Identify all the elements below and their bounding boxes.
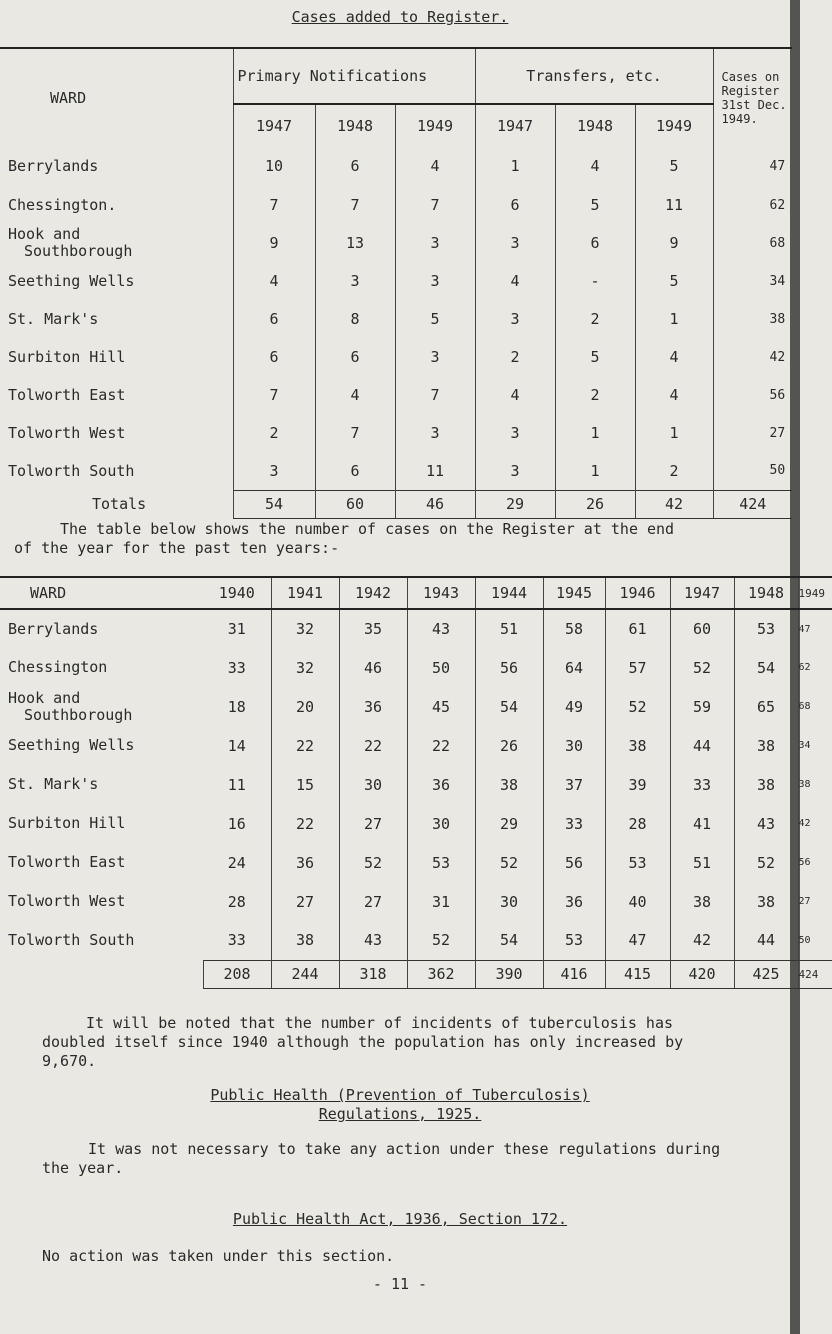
table-cell: 53 bbox=[407, 843, 475, 882]
ward-name: Chessington bbox=[8, 658, 108, 676]
table-cell: 64 bbox=[543, 648, 605, 687]
table-cell: 51 bbox=[670, 843, 734, 882]
table-cell: 27 bbox=[713, 414, 792, 452]
table-cell: 27 bbox=[339, 882, 407, 921]
year-header: 1943 bbox=[407, 577, 475, 609]
total-cell: 425 bbox=[734, 960, 798, 988]
table-cell: 7 bbox=[233, 186, 315, 224]
table-row bbox=[0, 882, 832, 921]
table-cell: 43 bbox=[407, 609, 475, 648]
total-cell: 424 bbox=[713, 490, 792, 518]
totals-row bbox=[0, 960, 832, 988]
table-cell: 68 bbox=[798, 687, 832, 726]
table-cell: 1 bbox=[635, 414, 713, 452]
table-cell: 52 bbox=[475, 843, 543, 882]
table-cell: 4 bbox=[475, 262, 555, 300]
table-cell: 30 bbox=[543, 726, 605, 765]
table-cell: 8 bbox=[315, 300, 395, 338]
table-cell: 4 bbox=[555, 146, 635, 186]
ward-name: Tolworth West bbox=[8, 423, 126, 442]
year-header: 1944 bbox=[475, 577, 543, 609]
ward-name: Hook and Southborough bbox=[8, 225, 133, 260]
table-cell: 11 bbox=[635, 186, 713, 224]
table-cell: 2 bbox=[555, 376, 635, 414]
table-row bbox=[0, 300, 792, 338]
table-cell: 20 bbox=[271, 687, 339, 726]
table-cell: 37 bbox=[543, 765, 605, 804]
table-cell: 28 bbox=[605, 804, 670, 843]
table-cell: 3 bbox=[315, 262, 395, 300]
table-cell: 16 bbox=[227, 814, 246, 833]
table-row bbox=[0, 376, 792, 414]
table-cell: 52 bbox=[339, 843, 407, 882]
table-cell: 32 bbox=[271, 609, 339, 648]
table-cell: 7 bbox=[395, 186, 475, 224]
table-cell: 10 bbox=[233, 146, 315, 186]
table-row bbox=[0, 452, 792, 490]
ward-name: Berrylands bbox=[8, 156, 99, 175]
table-cell: 51 bbox=[475, 609, 543, 648]
table-cell: 22 bbox=[407, 726, 475, 765]
table-cell: 42 bbox=[798, 804, 832, 843]
table-cell: 6 bbox=[233, 338, 315, 376]
table-cell: 36 bbox=[543, 882, 605, 921]
table-row bbox=[0, 726, 832, 765]
ward-header: WARD bbox=[0, 48, 233, 146]
year-header: 1947 bbox=[475, 104, 555, 146]
total-cell: 26 bbox=[555, 490, 635, 518]
table-row bbox=[0, 804, 832, 843]
table-cell: 36 bbox=[407, 765, 475, 804]
total-cell: 424 bbox=[798, 960, 832, 988]
table-cell: 6 bbox=[555, 224, 635, 262]
table-cell: 4 bbox=[475, 376, 555, 414]
year-header: 1941 bbox=[271, 577, 339, 609]
table-cell: 50 bbox=[713, 452, 792, 490]
table-cell: 47 bbox=[713, 146, 792, 186]
table-cell: 31 bbox=[227, 620, 246, 638]
table-cell: 30 bbox=[407, 804, 475, 843]
total-cell: 244 bbox=[271, 960, 339, 988]
table-cell: 50 bbox=[407, 648, 475, 687]
table-cell: 61 bbox=[605, 609, 670, 648]
table-cell: 54 bbox=[734, 648, 798, 687]
ward-name: Seething Wells bbox=[8, 736, 135, 754]
table-cell: 42 bbox=[670, 921, 734, 960]
table-cell: 32 bbox=[271, 648, 339, 687]
table-cell: 4 bbox=[635, 338, 713, 376]
table-cell: 24 bbox=[227, 853, 246, 872]
table-cell: 57 bbox=[605, 648, 670, 687]
table-cell: 29 bbox=[475, 804, 543, 843]
table-cell: 4 bbox=[395, 146, 475, 186]
transfers-header: Transfers, etc. bbox=[475, 48, 713, 104]
table-cell: 4 bbox=[315, 376, 395, 414]
total-cell: 416 bbox=[543, 960, 605, 988]
table-cell: 5 bbox=[555, 186, 635, 224]
table-cell: 6 bbox=[315, 452, 395, 490]
note-paragraph: It will be noted that the number of incidents of tuberculosis has doubled itself since 1940 although the population has only increased by 9,670. bbox=[42, 1014, 684, 1070]
table-cell: 65 bbox=[734, 687, 798, 726]
table-cell: 62 bbox=[798, 648, 832, 687]
page-title: Cases added to Register. bbox=[291, 8, 509, 26]
table-cell: 3 bbox=[475, 300, 555, 338]
table-cell: 33 bbox=[543, 804, 605, 843]
table-cell: 54 bbox=[475, 687, 543, 726]
total-cell: 208 bbox=[203, 960, 271, 988]
total-cell: 42 bbox=[635, 490, 713, 518]
table-cell: 6 bbox=[233, 300, 315, 338]
table-cell: 1 bbox=[635, 300, 713, 338]
table-cell: 50 bbox=[798, 921, 832, 960]
table-cell: 34 bbox=[798, 726, 832, 765]
table-cell: 47 bbox=[798, 609, 832, 648]
table-cell: 52 bbox=[734, 843, 798, 882]
table-row bbox=[0, 609, 832, 648]
table-cell: 7 bbox=[395, 376, 475, 414]
ward-name: Surbiton Hill bbox=[8, 814, 126, 832]
table-cell: 1 bbox=[555, 414, 635, 452]
totals-blank bbox=[0, 960, 203, 988]
ward-name: Tolworth East bbox=[8, 853, 126, 871]
total-cell: 46 bbox=[395, 490, 475, 518]
table-cell: 7 bbox=[315, 414, 395, 452]
ward-name: Tolworth West bbox=[8, 892, 126, 910]
table-cell: 56 bbox=[543, 843, 605, 882]
table-cell: 22 bbox=[271, 726, 339, 765]
table-cell: 53 bbox=[543, 921, 605, 960]
table-cell: 2 bbox=[635, 452, 713, 490]
table-cell: 2 bbox=[475, 338, 555, 376]
table-row bbox=[0, 765, 832, 804]
table-row bbox=[0, 687, 832, 726]
table-cell: 38 bbox=[734, 726, 798, 765]
table-cell: 3 bbox=[395, 414, 475, 452]
table-cell: 42 bbox=[713, 338, 792, 376]
table-cell: 59 bbox=[670, 687, 734, 726]
section2-body: No action was taken under this section. bbox=[42, 1247, 395, 1265]
ward-name: Hook and Southborough bbox=[8, 688, 133, 724]
table-cell: 44 bbox=[670, 726, 734, 765]
table-cell: 49 bbox=[543, 687, 605, 726]
table-row bbox=[0, 224, 792, 262]
table-cell: 9 bbox=[635, 224, 713, 262]
table-cell: - bbox=[555, 262, 635, 300]
year-header: 1948 bbox=[315, 104, 395, 146]
table-cell: 52 bbox=[605, 687, 670, 726]
table-cell: 38 bbox=[713, 300, 792, 338]
table-cell: 38 bbox=[670, 882, 734, 921]
table-cell: 56 bbox=[475, 648, 543, 687]
year-header: 1947 bbox=[670, 577, 734, 609]
table-cell: 47 bbox=[605, 921, 670, 960]
table-cell: 22 bbox=[271, 804, 339, 843]
table-cell: 5 bbox=[395, 300, 475, 338]
table-cell: 5 bbox=[635, 262, 713, 300]
register-history-table bbox=[0, 576, 832, 989]
table-cell: 1 bbox=[555, 452, 635, 490]
table-cell: 7 bbox=[233, 376, 315, 414]
table-cell: 38 bbox=[475, 765, 543, 804]
year-header: 1949 bbox=[395, 104, 475, 146]
ward-name: Berrylands bbox=[8, 619, 99, 638]
table-cell: 40 bbox=[605, 882, 670, 921]
table-cell: 22 bbox=[339, 726, 407, 765]
table-cell: 62 bbox=[713, 186, 792, 224]
section2-heading: Public Health Act, 1936, Section 172. bbox=[232, 1210, 568, 1228]
ward-name: Tolworth East bbox=[8, 385, 126, 404]
table-cell: 6 bbox=[315, 146, 395, 186]
table-row bbox=[0, 843, 832, 882]
year-header: 1948 bbox=[555, 104, 635, 146]
table-cell: 4 bbox=[233, 262, 315, 300]
table-cell: 9 bbox=[233, 224, 315, 262]
table-cell: 53 bbox=[605, 843, 670, 882]
table-cell: 7 bbox=[315, 186, 395, 224]
table-cell: 39 bbox=[605, 765, 670, 804]
table-cell: 3 bbox=[475, 224, 555, 262]
table-cell: 33 bbox=[670, 765, 734, 804]
table-row bbox=[0, 146, 792, 186]
total-cell: 318 bbox=[339, 960, 407, 988]
year-header-row bbox=[0, 577, 832, 609]
table-cell: 60 bbox=[670, 609, 734, 648]
table-cell: 3 bbox=[395, 224, 475, 262]
ward-name: Tolworth South bbox=[8, 461, 135, 480]
table-cell: 54 bbox=[475, 921, 543, 960]
table-cell: 13 bbox=[315, 224, 395, 262]
ward-name: Chessington. bbox=[8, 195, 117, 214]
table-row bbox=[0, 262, 792, 300]
section1-body: It was not necessary to take any action under these regulations during the year. bbox=[42, 1140, 721, 1177]
table-cell: 38 bbox=[605, 726, 670, 765]
year-header: 1945 bbox=[543, 577, 605, 609]
table-cell: 28 bbox=[227, 892, 246, 911]
table-cell: 18 bbox=[227, 697, 246, 716]
table-row bbox=[0, 921, 832, 960]
table-cell: 38 bbox=[734, 765, 798, 804]
table-cell: 38 bbox=[734, 882, 798, 921]
ward-name: St. Mark's bbox=[8, 309, 99, 328]
table-cell: 56 bbox=[713, 376, 792, 414]
table-cell: 3 bbox=[233, 452, 315, 490]
table-cell: 4 bbox=[635, 376, 713, 414]
register-header: Cases on Register 31st Dec. 1949. bbox=[713, 48, 792, 146]
total-cell: 390 bbox=[475, 960, 543, 988]
table-cell: 33 bbox=[227, 658, 246, 677]
table-cell: 38 bbox=[271, 921, 339, 960]
total-cell: 29 bbox=[475, 490, 555, 518]
table-cell: 6 bbox=[475, 186, 555, 224]
table-cell: 36 bbox=[271, 843, 339, 882]
ward-name: St. Mark's bbox=[8, 775, 99, 793]
table-cell: 68 bbox=[713, 224, 792, 262]
table-cell: 58 bbox=[543, 609, 605, 648]
table-cell: 3 bbox=[475, 414, 555, 452]
total-cell: 362 bbox=[407, 960, 475, 988]
table-cell: 30 bbox=[339, 765, 407, 804]
table-cell: 56 bbox=[798, 843, 832, 882]
table-cell: 31 bbox=[407, 882, 475, 921]
year-header: 1949 bbox=[635, 104, 713, 146]
ward-header: WARD bbox=[0, 577, 203, 609]
year-header: 1947 bbox=[233, 104, 315, 146]
table-cell: 26 bbox=[475, 726, 543, 765]
table-cell: 5 bbox=[635, 146, 713, 186]
table-cell: 30 bbox=[475, 882, 543, 921]
table-cell: 35 bbox=[339, 609, 407, 648]
table-cell: 27 bbox=[271, 882, 339, 921]
totals-label: Totals bbox=[92, 495, 147, 513]
table-cell: 27 bbox=[339, 804, 407, 843]
year-header: 1948 bbox=[734, 577, 798, 609]
cases-added-table bbox=[0, 47, 792, 519]
table-cell: 2 bbox=[233, 414, 315, 452]
table-cell: 3 bbox=[395, 338, 475, 376]
primary-notifications-header: Primary Notifications bbox=[233, 48, 475, 104]
table-row bbox=[0, 414, 792, 452]
intro-paragraph: The table below shows the number of cases on the Register at the end of the year for the past ten years:- bbox=[14, 520, 675, 557]
table-cell: 43 bbox=[339, 921, 407, 960]
total-cell: 60 bbox=[315, 490, 395, 518]
total-cell: 420 bbox=[670, 960, 734, 988]
table-cell: 11 bbox=[227, 775, 246, 794]
table-cell: 46 bbox=[339, 648, 407, 687]
table-cell: 14 bbox=[227, 736, 246, 755]
table-row bbox=[0, 338, 792, 376]
table-cell: 6 bbox=[315, 338, 395, 376]
table-cell: 45 bbox=[407, 687, 475, 726]
year-header: 1949 bbox=[798, 577, 832, 609]
table-cell: 44 bbox=[734, 921, 798, 960]
totals-row bbox=[0, 490, 792, 518]
table-cell: 36 bbox=[339, 687, 407, 726]
table-cell: 34 bbox=[713, 262, 792, 300]
table-cell: 2 bbox=[555, 300, 635, 338]
table-cell: 5 bbox=[555, 338, 635, 376]
year-header: 1940 bbox=[203, 577, 271, 609]
table-row bbox=[0, 648, 832, 687]
table-cell: 53 bbox=[734, 609, 798, 648]
total-cell: 54 bbox=[233, 490, 315, 518]
table-cell: 33 bbox=[227, 931, 246, 950]
table-cell: 3 bbox=[395, 262, 475, 300]
table-cell: 11 bbox=[395, 452, 475, 490]
ward-name: Surbiton Hill bbox=[8, 347, 126, 366]
table-cell: 38 bbox=[798, 765, 832, 804]
table-cell: 1 bbox=[475, 146, 555, 186]
table-cell: 52 bbox=[407, 921, 475, 960]
year-header: 1946 bbox=[605, 577, 670, 609]
year-header: 1942 bbox=[339, 577, 407, 609]
page-number: - 11 - bbox=[372, 1275, 428, 1293]
ward-name: Tolworth South bbox=[8, 931, 135, 949]
table-cell: 52 bbox=[670, 648, 734, 687]
table-cell: 3 bbox=[475, 452, 555, 490]
table-cell: 27 bbox=[798, 882, 832, 921]
table-cell: 43 bbox=[734, 804, 798, 843]
table-row bbox=[0, 186, 792, 224]
section1-heading: Public Health (Prevention of Tuberculosis) Regulations, 1925. bbox=[210, 1086, 590, 1123]
ward-name: Seething Wells bbox=[8, 271, 135, 290]
table-cell: 15 bbox=[271, 765, 339, 804]
total-cell: 415 bbox=[605, 960, 670, 988]
table-cell: 41 bbox=[670, 804, 734, 843]
